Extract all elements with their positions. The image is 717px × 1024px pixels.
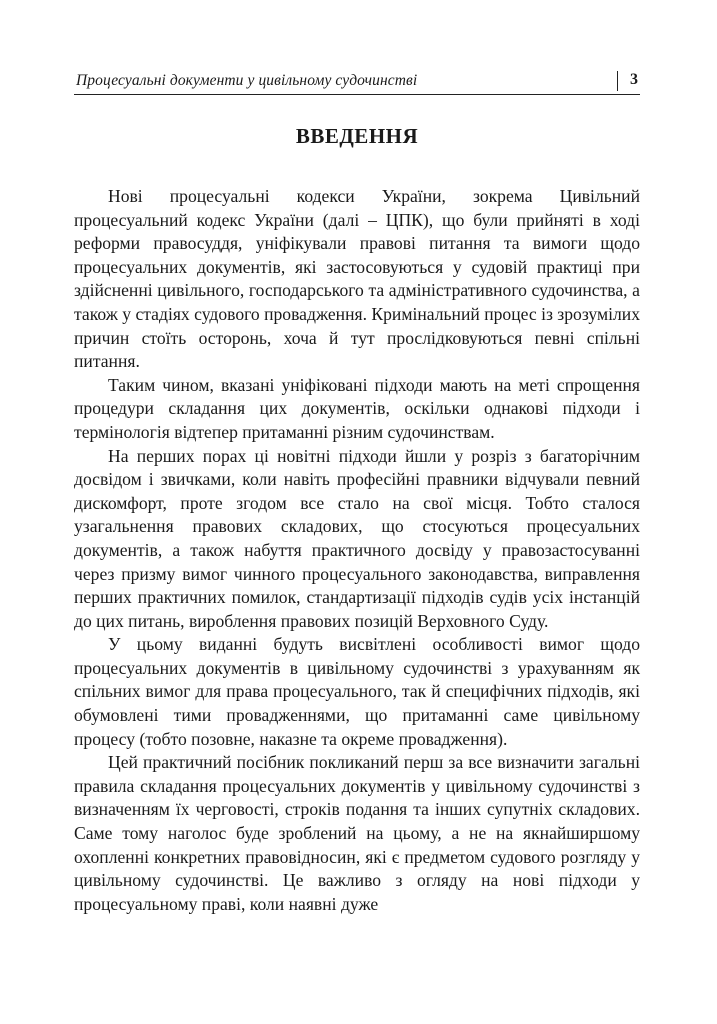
running-title: Процесуальні документи у цивільному судочинстві <box>76 72 418 89</box>
paragraph: Таким чином, вказані уніфіковані підходи мають на меті спрощення процедури складання цих документів, оскільки однакові підходи і термінологія відтепер притаманні різним судочинствам. <box>74 374 640 442</box>
page-number: 3 <box>630 71 638 88</box>
paragraph: Цей практичний посібник покликаний перш за все визначити загальні правила складання процесуальних документів у цивільному судочинстві з визначенням їх черговості, строків подання та інших супутніх складових. Саме тому наголос буде зроблений на цьому, а не на якнайширшому охопленні конкретних правовідносин, які є предметом судового розгляду у цивільному судочинстві. Це важливо з огляду на нові підходи у процесуальному праві, коли наявні дуже <box>74 752 640 914</box>
paragraph: У цьому виданні будуть висвітлені особливості вимог щодо процесуальних документів в цивільному судочинстві з урахуванням як спільних вимог для права процесуального, так й специфічних підходів, які обумовлені тими провадженнями, що притаманні саме цивільному процесу (тобто позовне, наказне та окреме провадження). <box>74 634 640 749</box>
header-separator <box>617 71 618 91</box>
paragraph: Нові процесуальні кодекси України, зокрема Цивільний процесуальний кодекс України (далі – ЦПК), що були прийняті в ході реформи правосуддя, уніфікували правові питання та вимоги щодо процесуальних документів, які застосовуються у судовій практиці при здійсненні цивільного, господарського та адміністративного судочинства, а також у стадіях судового провадження. Кримінальний процес із зрозумілих причин стоїть осторонь, хоча й тут прослідковуються певні спільні питання. <box>74 186 641 372</box>
running-header <box>74 68 640 95</box>
paragraph: На перших порах ці новітні підходи йшли у розріз з багаторічним досвідом і звичками, коли навіть професійні правники відчували певний дискомфорт, проте згодом все стало на свої місця. Тобто сталося узагальнення правових складових, що стосуються процесуальних документів, а також набуття практичного досвіду у правозастосуванні через призму вимог чинного процесуального законодавства, виправлення перших практичних помилок, стандартизації підходів судів усіх інстанцій до цих питань, вироблення правових позицій Верховного Суду. <box>74 445 640 631</box>
body-text <box>74 185 640 916</box>
section-heading: ВВЕДЕННЯ <box>295 124 419 148</box>
